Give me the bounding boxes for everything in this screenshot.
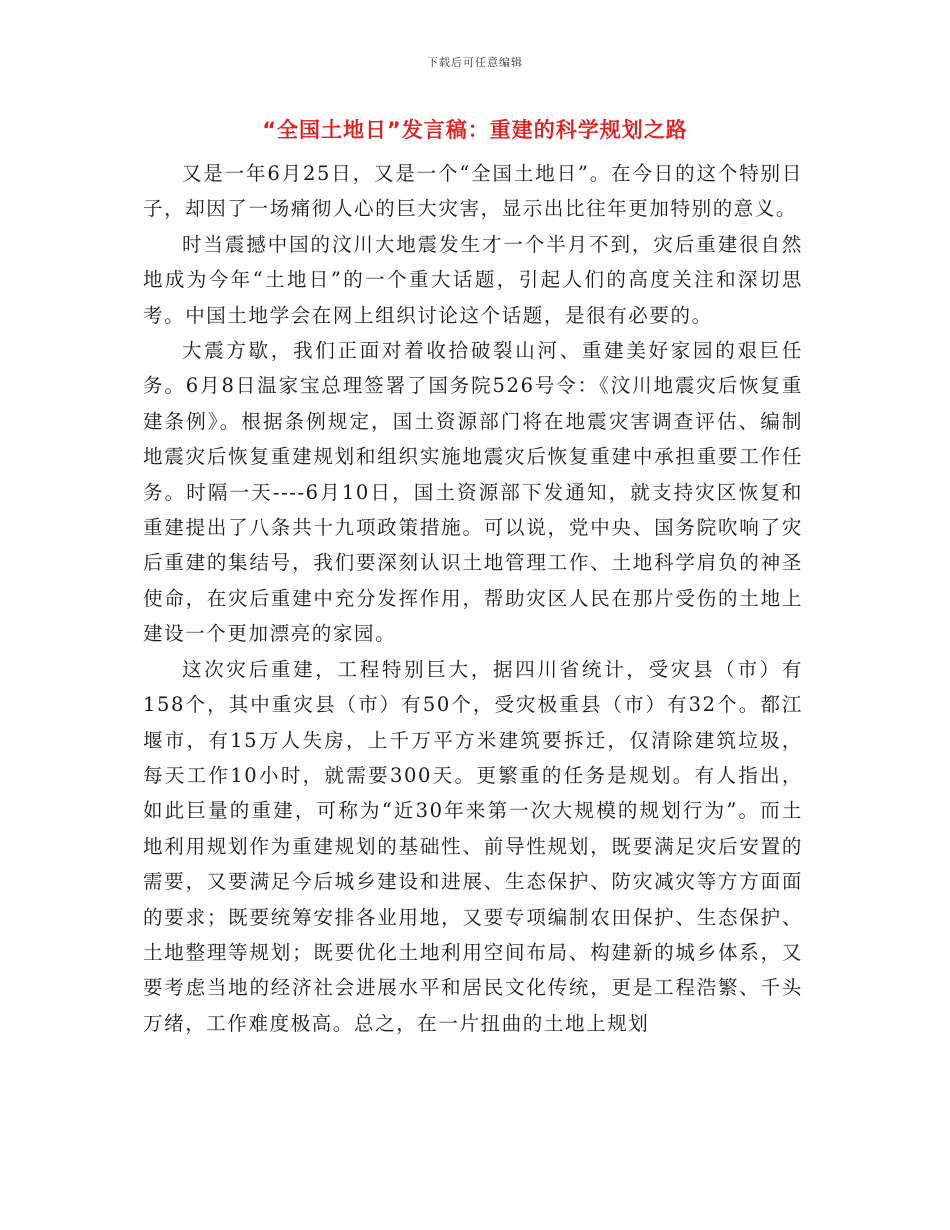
- document-body: [143, 156, 803, 1041]
- paragraph: 这次灾后重建，工程特别巨大，据四川省统计，受灾县（市）有158个，其中重灾县（市）有50个，受灾极重县（市）有32个。都江堰市，有15万人失房，上千万平方米建筑要拆迁，仅清除建筑垃圾，每天工作10小时，就需要300天。更繁重的任务是规划。有人指出，如此巨量的重建，可称为“近30年来第一次大规模的规划行为”。而土地利用规划作为重建规划的基础性、前导性规划，既要满足灾后安置的需要，又要满足今后城乡建设和进展、生态保护、防灾减灾等方方面面的要求；既要统筹安排各业用地，又要专项编制农田保护、生态保护、土地整理等规划；既要优化土地利用空间布局、构建新的城乡体系，又要考虑当地的经济社会进展水平和居民文化传统，更是工程浩繁、千头万绪，工作难度极高。总之，在一片扭曲的土地上规划: [143, 657, 803, 1035]
- paragraph: 又是一年6月25日，又是一个“全国土地日”。在今日的这个特别日子，却因了一场痛彻人心的巨大灾害，显示出比往年更加特别的意义。: [143, 162, 803, 221]
- document-title: “全国土地日”发言稿：重建的科学规划之路: [262, 118, 688, 142]
- paragraph: 大震方歇，我们正面对着收拾破裂山河、重建美好家园的艰巨任务。6月8日温家宝总理签署了国务院526号令：《汶川地震灾后恢复重建条例》。根据条例规定，国土资源部门将在地震灾害调查评估、编制地震灾后恢复重建规划和组织实施地震灾后恢复重建中承担重要工作任务。时隔一天----6月10日，国土资源部下发通知，就支持灾区恢复和重建提出了八条共十九项政策措施。可以说，党中央、国务院吹响了灾后重建的集结号，我们要深刻认识土地管理工作、土地科学肩负的神圣使命，在灾后重建中充分发挥作用，帮助灾区人民在那片受伤的土地上建设一个更加漂亮的家园。: [143, 339, 803, 646]
- page-header: 下载后可任意编辑: [427, 56, 523, 69]
- paragraph: 时当震撼中国的汶川大地震发生才一个半月不到，灾后重建很自然地成为今年“土地日”的一个重大话题，引起人们的高度关注和深切思考。中国土地学会在网上组织讨论这个话题，是很有必要的。: [143, 232, 803, 327]
